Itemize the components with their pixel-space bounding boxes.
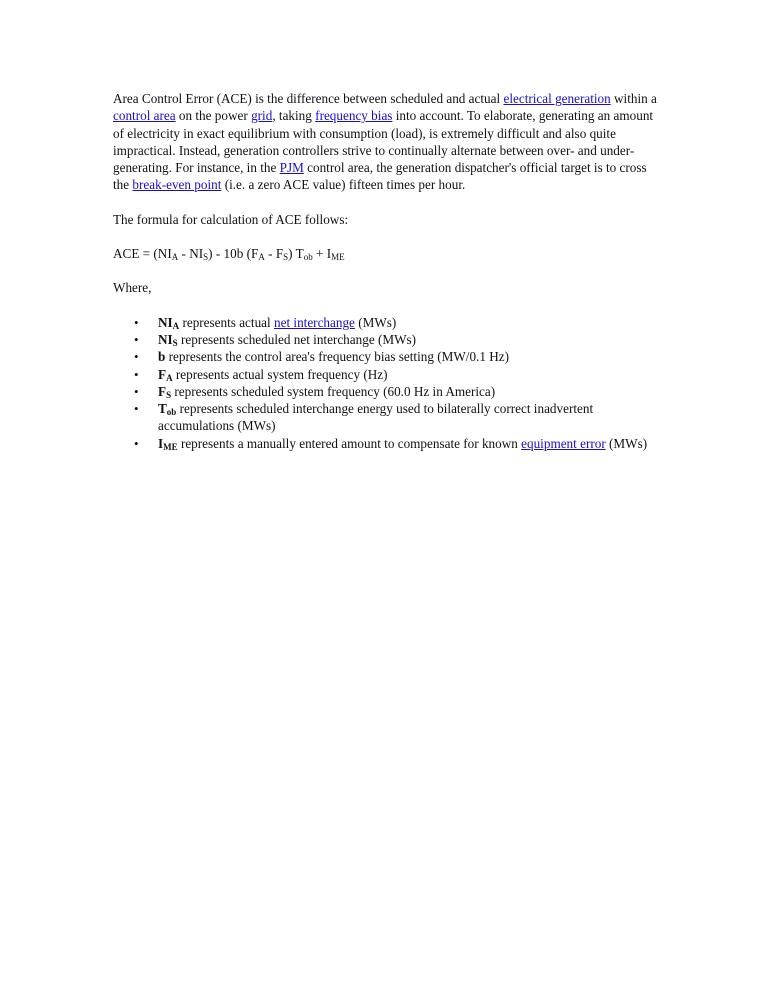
where-label: Where, — [113, 280, 152, 296]
formula-subscript: ob — [303, 252, 313, 263]
item-text: represents scheduled interchange energy used to bilaterally correct inadvertent accumulations (MWs) — [158, 401, 594, 434]
link-equipment-error[interactable]: equipment error — [521, 435, 606, 451]
formula-part: - F — [264, 246, 284, 262]
text-run: into account. To elaborate, generating an amount of electricity in exact equilibrium with consumption (load), is extremely difficult and also quite impractical. Instead, generation controllers strive to continually alternate between over- and under-generating. For instance, in the — [113, 108, 654, 176]
link-break-even-point[interactable]: break-even point — [132, 177, 222, 193]
link-grid[interactable]: grid — [251, 108, 273, 124]
variable-list — [113, 314, 661, 452]
item-text: (MWs) — [354, 314, 397, 330]
formula-subscript: S — [283, 252, 289, 263]
bullet-icon: • — [134, 314, 139, 330]
formula-subscript: ME — [331, 252, 345, 263]
item-text: represents actual system frequency (Hz) — [172, 366, 388, 382]
intro-paragraph — [113, 90, 661, 194]
list-item — [134, 383, 661, 400]
formula-subscript: A — [171, 252, 179, 263]
link-frequency-bias[interactable]: frequency bias — [315, 108, 393, 124]
variable-term: b — [158, 349, 166, 365]
item-text: represents scheduled net interchange (MWs) — [177, 331, 417, 347]
variable-term: $I_{ME}$ — [158, 435, 178, 452]
formula-intro: The formula for calculation of ACE follows: — [113, 211, 349, 227]
item-text: represents the control area's frequency bias setting (MW/0.1 Hz) — [165, 349, 510, 365]
list-item — [134, 331, 661, 348]
bullet-icon: • — [134, 331, 139, 347]
ace-formula — [113, 245, 661, 262]
list-item — [134, 314, 661, 331]
item-text: represents actual — [179, 314, 274, 330]
list-item — [134, 400, 661, 435]
formula-part: + I — [312, 246, 332, 262]
text-run: , taking — [272, 108, 316, 124]
variable-term: $F_S$ — [158, 383, 172, 400]
bullet-icon: • — [134, 401, 139, 417]
formula-part: - NI — [178, 246, 204, 262]
bullet-icon: • — [134, 383, 139, 399]
link-electrical-generation[interactable]: electrical generation — [503, 91, 611, 106]
list-item — [134, 435, 661, 452]
text-run: control area, the generation dispatcher's official target is to cross the — [113, 160, 647, 193]
formula-subscript: S — [203, 252, 209, 263]
text-run: Area Control Error (ACE) is the difference between scheduled and actual — [113, 91, 504, 106]
bullet-icon: • — [134, 349, 139, 365]
formula-subscript: A — [258, 252, 265, 263]
variable-term: $F_A$ — [158, 366, 173, 383]
link-control-area[interactable]: control area — [113, 108, 176, 124]
formula-part: ) T — [288, 246, 304, 262]
text-run: on the power — [175, 108, 252, 124]
formula-part: ) - 10b (F — [208, 246, 259, 262]
text-run: (i.e. a zero ACE value) fifteen times per hour. — [221, 177, 466, 193]
bullet-icon: • — [134, 435, 139, 451]
text-run: within a — [610, 91, 657, 106]
variable-term: $NI_S$ — [158, 331, 178, 348]
list-item — [134, 366, 661, 383]
bullet-icon: • — [134, 366, 139, 382]
variable-term: $NI_A$ — [158, 314, 180, 331]
item-text: represents a manually entered amount to compensate for known — [177, 435, 522, 451]
document-body — [113, 90, 661, 452]
item-text: (MWs) — [605, 435, 648, 451]
list-item — [134, 348, 661, 365]
variable-term: $T_{ob}$ — [158, 401, 177, 418]
item-text: represents scheduled system frequency (60.0 Hz in America) — [171, 383, 496, 399]
link-pjm[interactable]: PJM — [279, 160, 304, 176]
link-net-interchange[interactable]: net interchange — [274, 314, 355, 330]
formula-part: ACE = (NI — [113, 246, 172, 262]
